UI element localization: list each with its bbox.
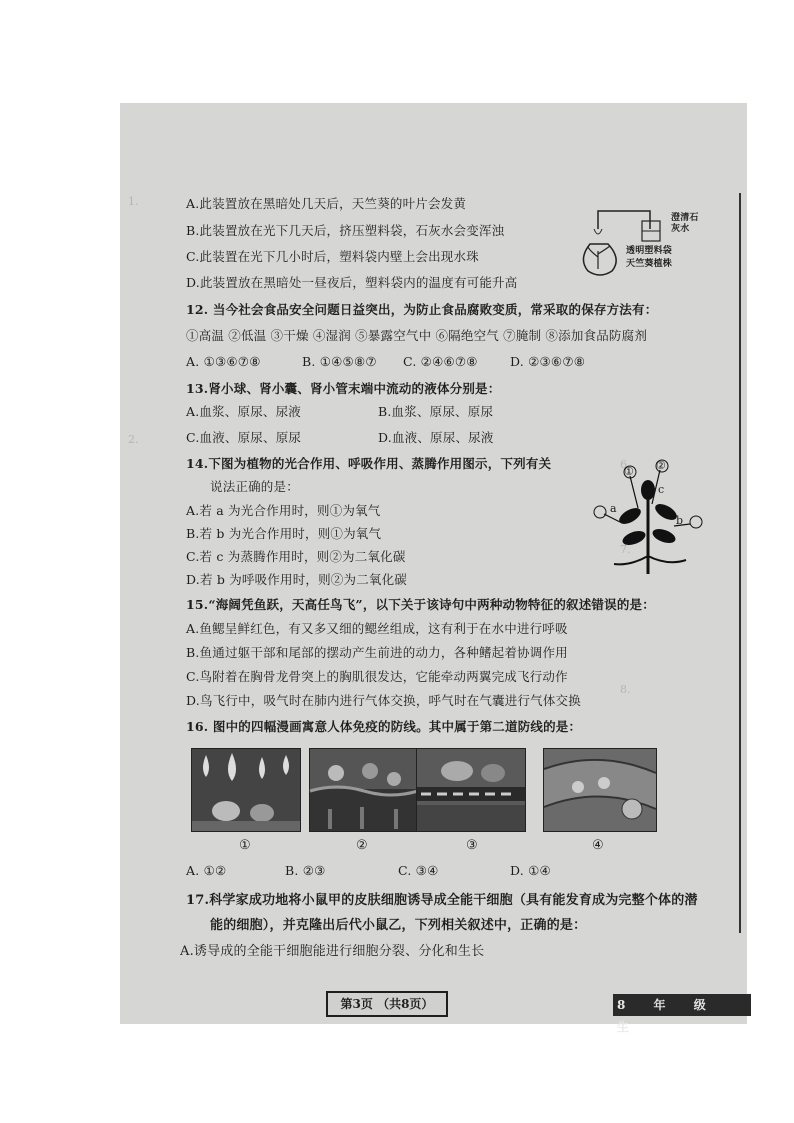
q12-option-d: D. ②③⑥⑦⑧ bbox=[510, 354, 586, 369]
q16-option-d: D. ①④ bbox=[510, 863, 551, 878]
page-number: 第3页 （共8页） bbox=[326, 991, 448, 1017]
q16-option-c: C. ③④ bbox=[398, 863, 439, 878]
q13-stem: 13.肾小球、肾小囊、肾小管末端中流动的液体分别是： bbox=[186, 381, 501, 396]
panel-label-3: ③ bbox=[466, 838, 478, 853]
q16-option-a: A. ①② bbox=[186, 863, 227, 878]
fig-label-a: a bbox=[610, 502, 617, 515]
immune-panel-2 bbox=[309, 748, 419, 832]
immune-panel-3 bbox=[416, 748, 526, 832]
page-edge-line bbox=[739, 193, 741, 933]
q15-option-b: B.鱼通过躯干部和尾部的摆动产生前进的动力，各种鳍起着协调作用 bbox=[186, 645, 568, 660]
q16-option-b: B. ②③ bbox=[285, 863, 326, 878]
fig-label-c: c bbox=[658, 483, 665, 496]
q12-stem: 12. 当今社会食品安全问题日益突出，为防止食品腐败变质，常采取的保存方法有： bbox=[186, 302, 658, 317]
q15-stem: 15.“海阔凭鱼跃，天高任鸟飞”，以下关于该诗句中两种动物特征的叙述错误的是： bbox=[186, 597, 655, 612]
q11-option-d: D.此装置放在黑暗处一昼夜后，塑料袋内的温度有可能升高 bbox=[186, 275, 518, 290]
q14-option-c: C.若 c 为蒸腾作用时，则②为二氧化碳 bbox=[186, 549, 406, 564]
q11-option-c: C.此装置在光下几小时后，塑料袋内壁上会出现水珠 bbox=[186, 249, 479, 264]
fig-label-circle-1: ① bbox=[624, 465, 635, 478]
grade-subject-bar: 8 年 级 生 bbox=[613, 994, 751, 1016]
bleed-through-mark: 7. bbox=[620, 543, 631, 556]
q17-option-a: A.诱导成的全能干细胞能进行细胞分裂、分化和生长 bbox=[180, 944, 485, 959]
q14-option-b: B.若 b 为光合作用时，则①为氧气 bbox=[186, 526, 382, 541]
bleed-through-mark: 2. bbox=[128, 433, 139, 446]
scanned-page bbox=[120, 103, 747, 1034]
q14-stem: 14.下图为植物的光合作用、呼吸作用、蒸腾作用图示，下列有关 bbox=[186, 456, 552, 471]
immune-panel-1 bbox=[191, 748, 301, 832]
plant-process-figure bbox=[590, 456, 710, 576]
q13-option-d: D.血液、原尿、尿液 bbox=[378, 430, 494, 445]
q12-items: ①高温 ②低温 ③干燥 ④湿润 ⑤暴露空气中 ⑥隔绝空气 ⑦腌制 ⑧添加食品防腐剂 bbox=[186, 328, 648, 343]
bleed-through-mark: 1. bbox=[128, 195, 139, 208]
panel-label-1: ① bbox=[239, 838, 251, 853]
q12-option-c: C. ②④⑥⑦⑧ bbox=[403, 354, 478, 369]
q14-option-a: A.若 a 为光合作用时，则①为氧气 bbox=[186, 503, 381, 518]
q13-option-c: C.血液、原尿、原尿 bbox=[186, 430, 302, 445]
bleed-through-mark: 8. bbox=[620, 683, 631, 696]
q14-option-d: D.若 b 为呼吸作用时，则②为二氧化碳 bbox=[186, 572, 407, 587]
fig-label-bag: 透明塑料袋 bbox=[626, 246, 673, 256]
fig-label-limewater-1: 澄清石 bbox=[671, 213, 699, 223]
q12-option-a: A. ①③⑥⑦⑧ bbox=[186, 354, 261, 369]
q17-stem-cont: 能的细胞），并克隆出后代小鼠乙，下列相关叙述中，正确的是： bbox=[210, 918, 587, 933]
fig-label-plant: 天竺葵植株 bbox=[626, 259, 673, 269]
q13-option-a: A.血浆、原尿、尿液 bbox=[186, 404, 302, 419]
fig-label-b: b bbox=[676, 514, 684, 527]
q11-option-a: A.此装置放在黑暗处几天后，天竺葵的叶片会发黄 bbox=[186, 196, 467, 211]
q15-option-c: C.鸟附着在胸骨龙骨突上的胸肌很发达，它能牵动两翼完成飞行动作 bbox=[186, 669, 568, 684]
bleed-through-mark: 6. bbox=[620, 458, 631, 471]
q16-stem: 16. 图中的四幅漫画寓意人体免疫的防线。其中属于第二道防线的是： bbox=[186, 719, 582, 734]
q15-option-a: A.鱼鳃呈鲜红色，有又多又细的鳃丝组成，这有利于在水中进行呼吸 bbox=[186, 621, 568, 636]
q11-option-b: B.此装置放在光下几天后，挤压塑料袋，石灰水会变浑浊 bbox=[186, 223, 505, 238]
immune-panel-4 bbox=[543, 748, 657, 832]
q15-option-d: D.鸟飞行中，吸气时在肺内进行气体交换，呼气时在气囊进行气体交换 bbox=[186, 693, 581, 708]
q12-option-b: B. ①④⑤⑧⑦ bbox=[302, 354, 377, 369]
fig-label-circle-2: ② bbox=[656, 459, 667, 472]
panel-label-4: ④ bbox=[592, 838, 604, 853]
q14-stem-cont: 说法正确的是： bbox=[210, 479, 299, 494]
fig-label-limewater-2: 灰水 bbox=[671, 224, 690, 234]
panel-label-2: ② bbox=[356, 838, 368, 853]
q17-stem: 17.科学家成功地将小鼠甲的皮肤细胞诱导成全能干细胞（具有能发育成为完整个体的潜 bbox=[186, 893, 698, 908]
q13-option-b: B.血浆、原尿、原尿 bbox=[378, 404, 494, 419]
